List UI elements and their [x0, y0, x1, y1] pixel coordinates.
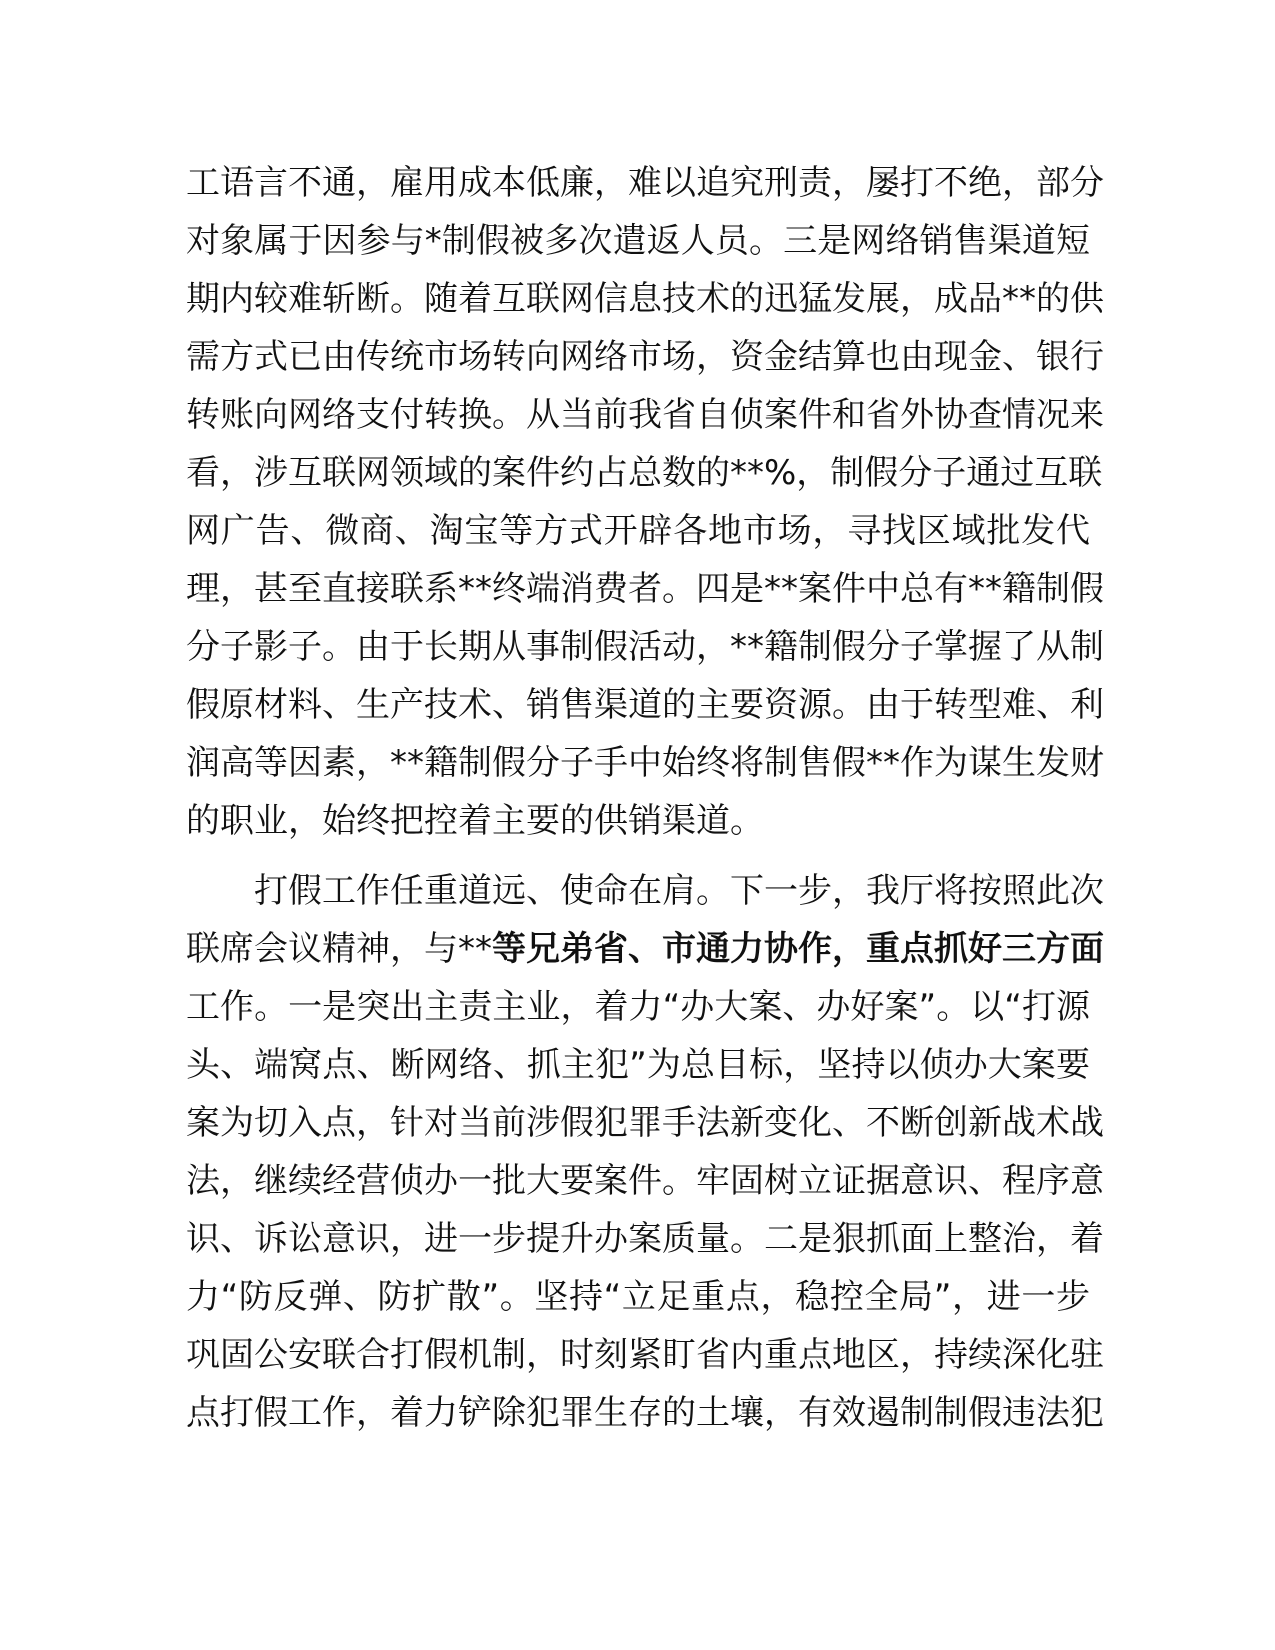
paragraph-spacer: [186, 850, 1090, 862]
paragraph-line: 工语言不通，雇用成本低廉，难以追究刑责，屡打不绝，部分: [186, 163, 1104, 203]
paragraph-line: 的职业，始终把控着主要的供销渠道。: [186, 801, 764, 841]
paragraph-line: 假原材料、生产技术、销售渠道的主要资源。由于转型难、利: [186, 685, 1104, 725]
paragraph-line: 网广告、微商、淘宝等方式开辟各地市场，寻找区域批发代: [186, 511, 1090, 551]
document-body: [186, 154, 1104, 1442]
paragraph-line: 头、端窝点、断网络、抓主犯”为总目标，坚持以侦办大案要: [186, 1045, 1090, 1085]
paragraph-line: 分子影子。由于长期从事制假活动，**籍制假分子掌握了从制: [186, 627, 1104, 667]
paragraph-line: 法，继续经营侦办一批大要案件。牢固树立证据意识、程序意: [186, 1161, 1104, 1201]
paragraph-line-normal-part: 联席会议精神，与**: [186, 929, 492, 969]
paragraph-line: 识、诉讼意识，进一步提升办案质量。二是狠抓面上整治，着: [186, 1219, 1104, 1259]
paragraph-line: 润高等因素，**籍制假分子手中始终将制售假**作为谋生发财: [186, 743, 1104, 783]
paragraph-line-mixed: [186, 920, 1104, 978]
paragraph-line-bold-part: 等兄弟省、市通力协作，重点抓好三方面: [492, 929, 1104, 969]
paragraph-line: 需方式已由传统市场转向网络市场，资金结算也由现金、银行: [186, 337, 1104, 377]
paragraph-line: 点打假工作，着力铲除犯罪生存的土壤，有效遏制制假违法犯: [186, 1393, 1104, 1433]
paragraph-1: [186, 154, 1104, 850]
paragraph-line: 工作。一是突出主责主业，着力“办大案、办好案”。以“打源: [186, 987, 1090, 1027]
paragraph-line: 案为切入点，针对当前涉假犯罪手法新变化、不断创新战术战: [186, 1103, 1104, 1143]
paragraph-line: 期内较难斩断。随着互联网信息技术的迅猛发展，成品**的供: [186, 279, 1104, 319]
paragraph-first-line: 打假工作任重道远、使命在肩。下一步，我厅将按照此次: [254, 871, 1104, 911]
paragraph-2: [186, 862, 1104, 1442]
paragraph-line: 理，甚至直接联系**终端消费者。四是**案件中总有**籍制假: [186, 569, 1104, 609]
paragraph-line: 巩固公安联合打假机制，时刻紧盯省内重点地区，持续深化驻: [186, 1335, 1104, 1375]
paragraph-line: 转账向网络支付转换。从当前我省自侦案件和省外协查情况来: [186, 395, 1104, 435]
paragraph-line: 看，涉互联网领域的案件约占总数的**%，制假分子通过互联: [186, 453, 1103, 493]
paragraph-line: 对象属于因参与*制假被多次遣返人员。三是网络销售渠道短: [186, 221, 1090, 261]
paragraph-line: 力“防反弹、防扩散”。坚持“立足重点，稳控全局”，进一步: [186, 1277, 1090, 1317]
